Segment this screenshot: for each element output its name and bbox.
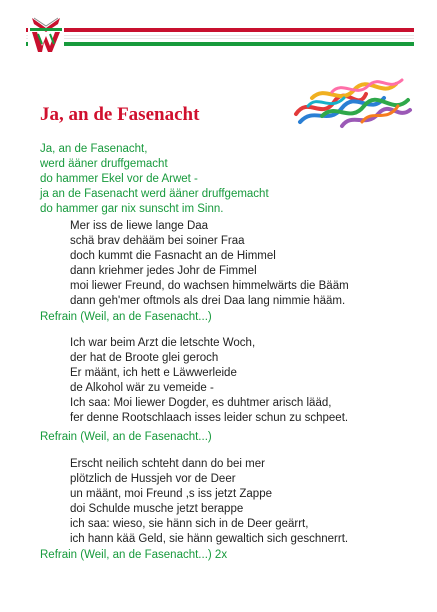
verse-line: Er määnt, ich hett e Läwwerleide — [70, 367, 237, 379]
song-title: Ja, an de Fasenacht — [40, 104, 200, 125]
verse-3 — [70, 457, 348, 547]
streamers-icon — [292, 76, 414, 130]
verse-line: plötzlich de Hussjeh vor de Deer — [70, 473, 236, 485]
chorus-line: do hammer gar nix sunscht im Sinn. — [40, 203, 224, 215]
white-stripe — [26, 35, 414, 39]
verse-1 — [70, 219, 349, 309]
verse-line: Mer iss de liewe lange Daa — [70, 220, 209, 232]
verse-line: dann kriehmer jedes Johr de Fimmel — [70, 265, 257, 277]
refrain-1: Refrain (Weil, an de Fasenacht...) — [40, 311, 212, 323]
green-stripe — [26, 42, 414, 46]
chorus-line: do hammer Ekel vor de Arwet - — [40, 173, 198, 185]
verse-line: schä brav dehääm bei soiner Fraa — [70, 235, 245, 247]
chorus-line: ja an de Fasenacht werd ääner druffgemacht — [40, 188, 269, 200]
red-stripe — [26, 28, 414, 32]
verse-line: fer denne Rootschlaach isses leider schun zu schpeet. — [70, 412, 349, 424]
verse-line: doi Schulde musche jetzt berappe — [70, 503, 244, 515]
verse-line: ich saa: wieso, sie hänn sich in de Deer geärrt, — [70, 518, 309, 530]
verse-line: doch kummt die Fasnacht an de Himmel — [70, 250, 276, 262]
verse-line: Erscht neilich schteht dann do bei mer — [70, 458, 265, 470]
chorus-line: Ja, an de Fasenacht, — [40, 143, 148, 155]
verse-line: de Alkohol wär zu vemeide - — [70, 382, 214, 394]
verse-line: un määnt, moi Freund ,s iss jetzt Zappe — [70, 488, 272, 500]
verse-line: der hat de Broote glei geroch — [70, 352, 219, 364]
chorus-line: werd ääner druffgemacht — [40, 158, 168, 170]
refrain-2: Refrain (Weil, an de Fasenacht...) — [40, 431, 212, 443]
verse-line: dann geh'mer oftmols als drei Daa lang nimmie hääm. — [70, 295, 346, 307]
chorus — [40, 142, 269, 217]
carnival-club-emblem-icon — [24, 14, 68, 58]
verse-line: moi liewer Freund, do wachsen himmelwärts die Bääm — [70, 280, 349, 292]
verse-2 — [70, 336, 348, 426]
verse-line: ich hann kää Geld, sie hänn gewaltich sich geschnerrt. — [70, 533, 349, 545]
tricolor-stripes — [26, 28, 414, 49]
refrain-3: Refrain (Weil, an de Fasenacht...) 2x — [40, 549, 228, 561]
verse-line: Ich saa: Moi liewer Dogder, es duhtmer arisch lääd, — [70, 397, 332, 409]
verse-line: Ich war beim Arzt die letschte Woch, — [70, 337, 256, 349]
